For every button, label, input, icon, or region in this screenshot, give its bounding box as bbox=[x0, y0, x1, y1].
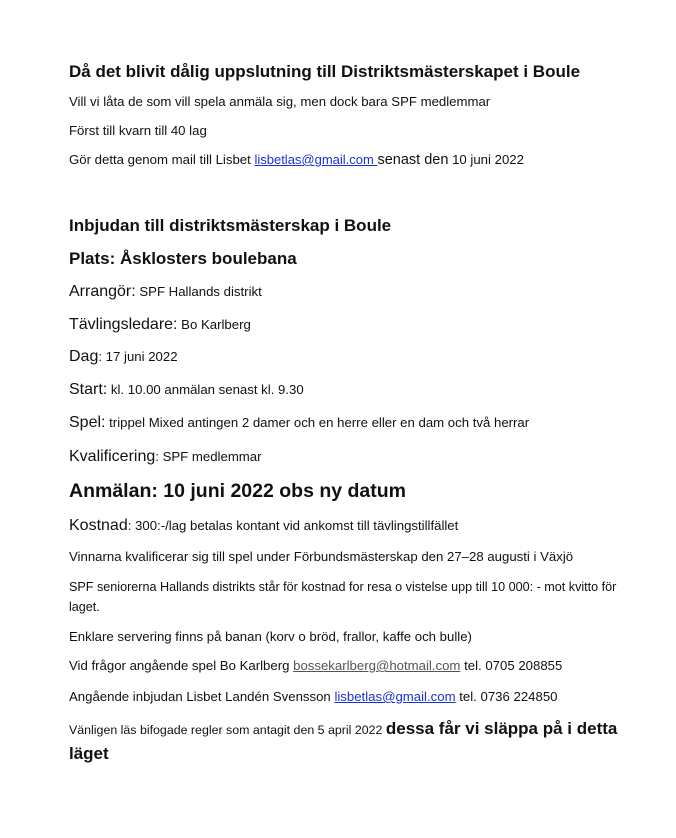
organizer-value: SPF Hallands distrikt bbox=[135, 284, 262, 299]
game-line bbox=[69, 414, 529, 432]
organizer-label: Arrangör: bbox=[69, 283, 136, 300]
winners-line: Vinnarna kvalificerar sig till spel under Förbundsmästerskap den 27–28 augusti i Växjö bbox=[69, 549, 574, 564]
contact-invite-line bbox=[69, 689, 558, 704]
game-label: Spel: bbox=[69, 414, 106, 431]
invite-title: Inbjudan till distriktsmästerskap i Boule bbox=[69, 216, 392, 235]
travel-line: SPF seniorerna Hallands distrikts står för kostnad for resa o vistelse upp till 10 000: - mot kvitto för laget. bbox=[69, 580, 617, 614]
game-value: trippel Mixed antingen 2 damer och en herre eller en dam och två herrar bbox=[105, 415, 530, 430]
rules-line bbox=[69, 717, 629, 766]
leader-label: Tävlingsledare: bbox=[69, 316, 178, 333]
contact-invite-text: Angående inbjudan Lisbet Landén Svensson bbox=[69, 689, 335, 704]
rules-text-big: dessa får vi släppa på i detta läget bbox=[69, 719, 618, 763]
invite-place: Plats: Åsklosters boulebana bbox=[69, 249, 297, 268]
email-link-lisbet[interactable]: lisbetlas@gmail.com bbox=[254, 152, 378, 167]
date-line bbox=[69, 348, 178, 366]
registration-heading: Anmälan: 10 juni 2022 obs ny datum bbox=[69, 480, 407, 502]
notice-line-2: Först till kvarn till 40 lag bbox=[69, 123, 207, 138]
catering-line: Enklare servering finns på banan (korv o bröd, frallor, kaffe och bulle) bbox=[69, 629, 472, 644]
deadline-text: senast den bbox=[377, 152, 449, 168]
cost-label: Kostnad bbox=[69, 517, 128, 534]
contact-game-text: Vid frågor angående spel Bo Karlberg bbox=[69, 658, 294, 673]
notice-heading: Då det blivit dålig uppslutning till Distriktsmästerskapet i Boule bbox=[69, 62, 581, 81]
start-label: Start: bbox=[69, 381, 108, 398]
qualification-line bbox=[69, 448, 262, 466]
leader-value: Bo Karlberg bbox=[177, 317, 251, 332]
notice-line-3 bbox=[69, 152, 524, 168]
date-value: : 17 juni 2022 bbox=[98, 349, 178, 364]
email-link-lisbet-2[interactable]: lisbetlas@gmail.com bbox=[334, 689, 456, 704]
start-value: kl. 10.00 anmälan senast kl. 9.30 bbox=[107, 382, 304, 397]
organizer-line bbox=[69, 283, 262, 301]
leader-line bbox=[69, 316, 251, 334]
deadline-date: 10 juni 2022 bbox=[448, 152, 524, 167]
qualification-label: Kvalificering bbox=[69, 448, 156, 465]
qualification-value: : SPF medlemmar bbox=[155, 449, 262, 464]
contact-game-line bbox=[69, 658, 562, 673]
start-line bbox=[69, 381, 304, 399]
notice-line-3-text: Gör detta genom mail till Lisbet bbox=[69, 152, 255, 167]
cost-value: : 300:-/lag betalas kontant vid ankomst till tävlingstillfället bbox=[127, 518, 459, 533]
cost-line bbox=[69, 517, 458, 535]
date-label: Dag bbox=[69, 348, 99, 365]
contact-game-tel: tel. 0705 208855 bbox=[460, 658, 563, 673]
email-link-bo[interactable]: bossekarlberg@hotmail.com bbox=[293, 658, 461, 673]
contact-invite-tel: tel. 0736 224850 bbox=[455, 689, 558, 704]
notice-line-1: Vill vi låta de som vill spela anmäla sig, men dock bara SPF medlemmar bbox=[69, 94, 491, 109]
rules-text-small: Vänligen läs bifogade regler som antagit den 5 april 2022 bbox=[69, 723, 386, 737]
